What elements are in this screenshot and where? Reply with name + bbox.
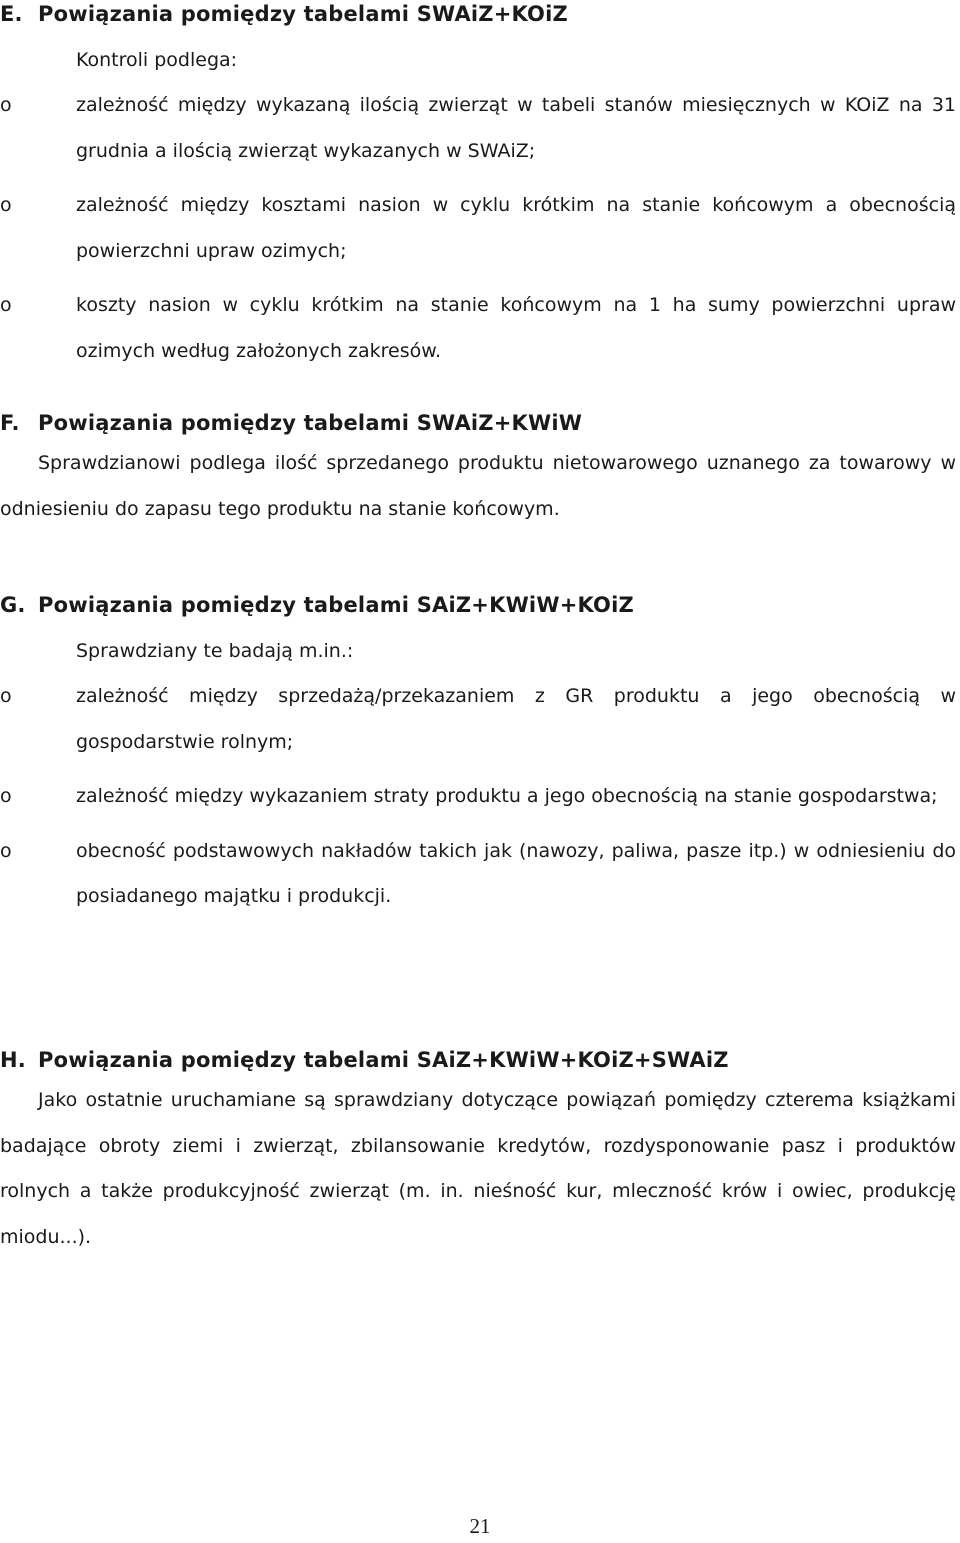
section-h-letter: H. xyxy=(0,1048,26,1072)
list-item-text: zależność między wykazaną ilością zwierząt w tabeli stanów miesięcznych w KOiZ na 31 grudnia a ilością zwierząt wykazanych w SWAiZ; xyxy=(76,94,956,162)
list-item xyxy=(0,774,960,820)
page-number: 21 xyxy=(469,1514,491,1538)
bullet-marker: o xyxy=(0,94,12,116)
section-g-list xyxy=(0,674,960,920)
section-e-letter: E. xyxy=(0,2,23,26)
list-item-text: zależność między wykazaniem straty produktu a jego obecnością na stanie gospodarstwa; xyxy=(76,785,938,807)
section-h-heading xyxy=(0,1046,960,1074)
list-item xyxy=(0,183,960,274)
section-e-title: Powiązania pomiędzy tabelami SWAiZ+KOiZ xyxy=(38,2,568,26)
list-item xyxy=(0,83,960,174)
section-e-heading xyxy=(0,0,960,28)
section-f-title: Powiązania pomiędzy tabelami SWAiZ+KWiW xyxy=(38,411,583,435)
bullet-marker: o xyxy=(0,685,12,707)
section-f-paragraph: Sprawdzianowi podlega ilość sprzedanego produktu nietowarowego uznanego za towarowy w odniesieniu do zapasu tego produktu na stanie końcowym. xyxy=(0,452,956,520)
bullet-marker: o xyxy=(0,839,12,862)
list-item-text: zależność między kosztami nasion w cyklu krótkim na stanie końcowym a obecnością powierzchni upraw ozimych; xyxy=(76,194,956,262)
list-item xyxy=(0,674,960,765)
section-g xyxy=(0,591,960,920)
section-h-paragraph: Jako ostatnie uruchamiane są sprawdziany dotyczące powiązań pomiędzy czterema książkami badające obroty ziemi i zwierząt, zbilansowanie kredytów, rozdysponowanie pasz i produktów rolnych a także produkcyjność zwierząt (m. in. nieśność kur, mleczność krów i owiec, produkcję miodu...). xyxy=(0,1089,956,1248)
list-item xyxy=(0,283,960,374)
list-item-text: koszty nasion w cyklu krótkim na stanie końcowym na 1 ha sumy powierzchni upraw ozimych według założonych zakresów. xyxy=(76,294,956,362)
bullet-marker: o xyxy=(0,194,12,216)
section-f xyxy=(0,409,960,532)
section-e xyxy=(0,0,960,374)
section-h xyxy=(0,1046,960,1260)
section-f-letter: F. xyxy=(0,411,20,435)
section-f-heading xyxy=(0,409,960,437)
list-item-text: zależność między sprzedażą/przekazaniem z GR produktu a jego obecnością w gospodarstwie rolnym; xyxy=(76,685,956,753)
section-g-letter: G. xyxy=(0,593,26,617)
section-g-heading xyxy=(0,591,960,619)
list-item-text: obecność podstawowych nakładów takich jak (nawozy, paliwa, pasze itp.) w odniesieniu do posiadanego majątku i produkcji. xyxy=(76,839,956,907)
section-g-title: Powiązania pomiędzy tabelami SAiZ+KWiW+KOiZ xyxy=(38,593,634,617)
section-h-title: Powiązania pomiędzy tabelami SAiZ+KWiW+KOiZ+SWAiZ xyxy=(38,1048,729,1072)
section-e-intro: Kontroli podlega: xyxy=(76,49,238,71)
section-e-list xyxy=(0,83,960,374)
list-item xyxy=(0,829,960,920)
bullet-marker: o xyxy=(0,785,12,807)
bullet-marker: o xyxy=(0,294,12,316)
section-g-intro: Sprawdziany te badają m.in.: xyxy=(76,640,354,662)
